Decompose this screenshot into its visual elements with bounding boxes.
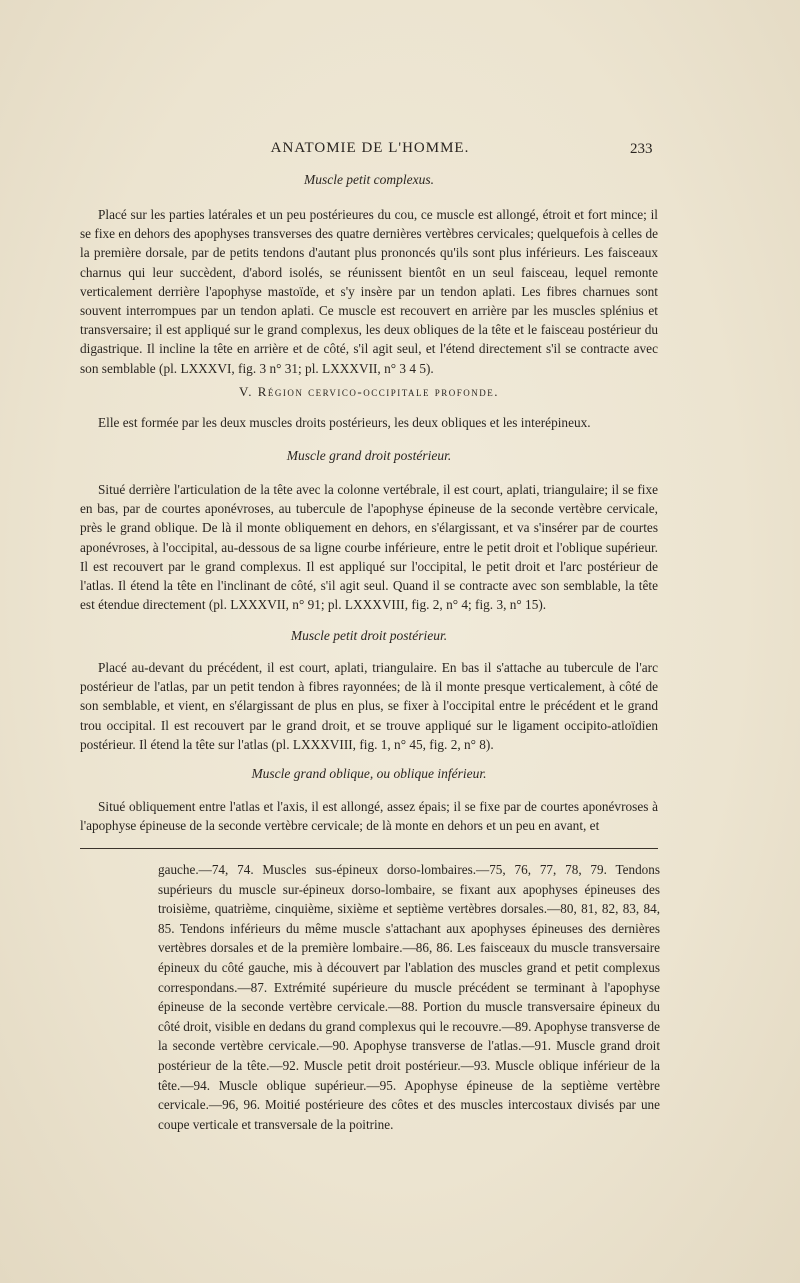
section-title-grand-droit: Muscle grand droit postérieur.: [286, 448, 452, 463]
paragraph: Situé obliquement entre l'atlas et l'axis, il est allongé, assez épais; il se fixe par de courtes aponévroses à l'apophyse épineuse de la seconde vertèbre cervicale; de là monte en dehors et un peu en avant, et: [80, 799, 658, 834]
section-body-petit-droit: [80, 658, 658, 754]
section-title-petit-complexus: Muscle petit complexus.: [303, 172, 435, 187]
paragraph: Elle est formée par les deux muscles droits postérieurs, les deux obliques et les interépineux.: [98, 415, 591, 430]
footnote: [158, 860, 660, 1134]
section-body-grand-oblique: [80, 797, 658, 835]
region-title: V. Région cervico-occipitale profonde.: [238, 384, 500, 399]
footnote-divider: [80, 848, 658, 849]
page-number: 233: [630, 141, 653, 157]
section-body-grand-droit: [80, 480, 658, 614]
paragraph: Situé derrière l'articulation de la tête avec la colonne vertébrale, il est court, aplati, triangulaire; il se fixe en bas, par de courtes aponévroses, au tubercule de l'apophyse épineuse de la seconde vertèbre cervicale, près le grand oblique. De là il monte obliquement en dehors, en s'élargissant, et va s'insérer par de courtes aponévroses, à l'occipital, au-dessous de sa ligne courbe inférieure, entre le petit droit et l'oblique supérieur. Il est recouvert par le grand complexus. Il est appliqué sur l'occipital, le petit droit et l'arc postérieur de l'atlas. Il étend la tête en l'inclinant de côté, s'il agit seul. Quand il se contracte avec son semblable, la tête est étendue directement (pl. LXXXVII, n° 91; pl. LXXXVIII, fig. 2, n° 4; fig. 3, n° 15).: [80, 482, 658, 613]
footnote-text: gauche.—74, 74. Muscles sus-épineux dorso-lombaires.—75, 76, 77, 78, 79. Tendons supérieurs du muscle sur-épineux dorso-lombaire, se fixant aux apophyses épineuses des troisième, quatrième, cinquième, sixième et septième vertèbres dorsales.—80, 81, 82, 83, 84, 85. Tendons inférieurs du même muscle s'attachant aux apophyses épineuses des dernières vertèbres dorsales et de la première lombaire.—86, 86. Les faisceaux du muscle transversaire épineux du côté gauche, mis à découvert par l'ablation des muscles grand et petit complexus correspondans.—87. Extrémité supérieure du muscle précédent se terminant à l'apophyse épineuse de la seconde vertèbre cervicale.—88. Portion du muscle transversaire épineux du côté droit, visible en dedans du grand complexus qui le recouvre.—89. Apophyse transverse de la seconde vertèbre cervicale.—90. Apophyse transverse de l'atlas.—91. Muscle grand droit postérieur de la tête.—92. Muscle petit droit postérieur.—93. Muscle oblique inférieur de la tête.—94. Muscle oblique supérieur.—95. Apophyse épineuse de la septième vertèbre cervicale.—96, 96. Moitié postérieure des côtes et des muscles intercostaux divisés par une coupe verticale et transversale de la poitrine.: [158, 862, 660, 1132]
paragraph: Placé au-devant du précédent, il est court, aplati, triangulaire. En bas il s'attache au tubercule de l'arc postérieur de l'atlas, par un petit tendon à fibres rayonnées; de là il monte presque verticalement, à côté de son semblable, et vient, en s'élargissant de plus en plus, se fixer à l'occipital entre le précédent et le grand trou occipital. Il est recouvert par le grand droit, et se trouve appliqué sur le ligament occipito-atloïdien postérieur. Il étend la tête sur l'atlas (pl. LXXXVIII, fig. 1, n° 45, fig. 2, n° 8).: [80, 660, 658, 752]
section-title-petit-droit: Muscle petit droit postérieur.: [290, 628, 448, 643]
section-body-petit-complexus: [80, 205, 658, 378]
section-title-grand-oblique: Muscle grand oblique, ou oblique inférieur.: [251, 766, 487, 781]
running-header: ANATOMIE DE L'HOMME.: [270, 140, 470, 156]
paragraph: Placé sur les parties latérales et un peu postérieures du cou, ce muscle est allongé, étroit et fort mince; il se fixe en dehors des apophyses transverses des quatre dernières vertèbres cervicales; quelquefois à celles de la première dorsale, par de petits tendons d'autant plus prononcés qu'ils sont plus inférieurs. Les faisceaux charnus qui leur succèdent, d'abord isolés, se réunissent bientôt en un seul faisceau, lequel remonte verticalement derrière l'apophyse mastoïde, et s'y insère par un tendon aplati. Les fibres charnues sont souvent interrompues par un tendon aplati. Ce muscle est recouvert en arrière par les muscles splénius et transversaire; il est appliqué sur le grand complexus, les deux obliques de la tête et le faisceau postérieur du digastrique. Il incline la tête en arrière et de côté, s'il agit seul, et l'étend directement s'il se contracte avec son semblable (pl. LXXXVI, fig. 3 n° 31; pl. LXXXVII, n° 3 4 5).: [80, 207, 658, 376]
region-intro: [80, 413, 658, 432]
